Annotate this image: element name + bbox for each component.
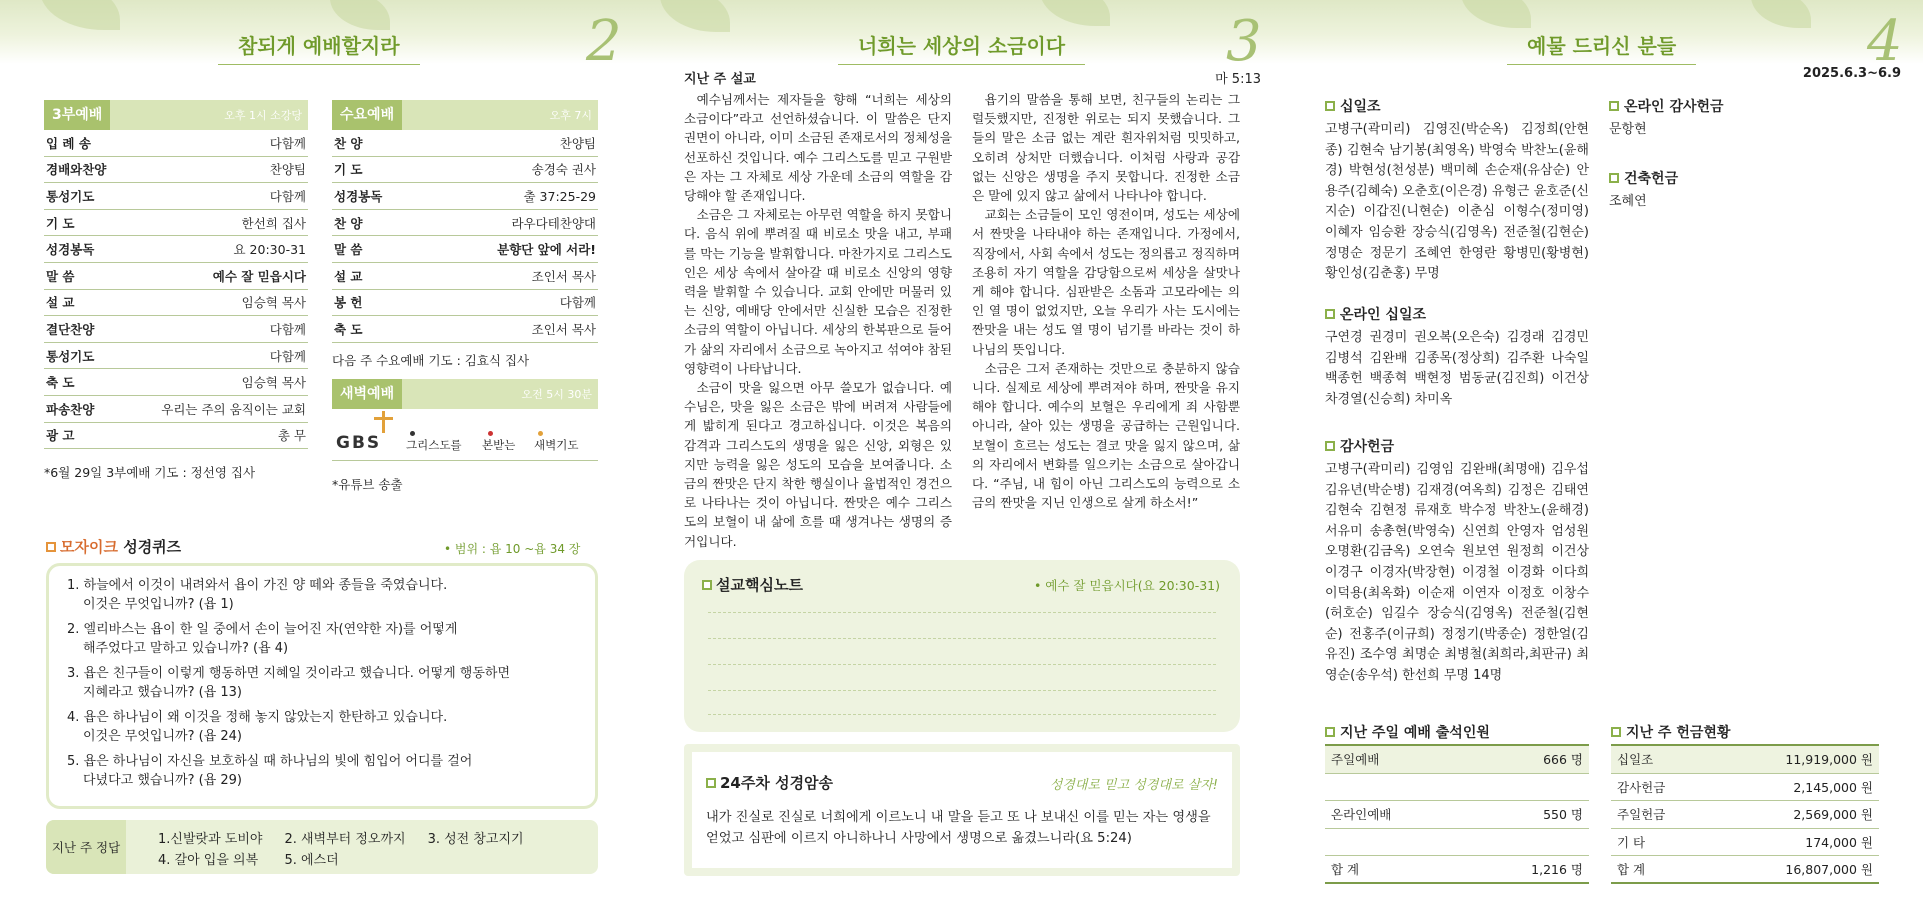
attendance-title-text: 지난 주일 예배 출석인원	[1340, 725, 1490, 741]
memory-slogan: 성경대로 믿고 성경대로 살자!	[1049, 778, 1218, 793]
leaf-decoration	[40, 0, 120, 30]
order-key: 광 고	[46, 428, 75, 444]
offering-title-text: 지난 주 헌금현황	[1626, 725, 1731, 741]
order-key: 성경봉독	[334, 188, 383, 204]
order-row	[44, 369, 308, 396]
order-key: 설 교	[334, 268, 363, 284]
donor-list: 문항현	[1609, 122, 1647, 137]
dawn-service-header	[332, 379, 598, 409]
service-time: 오후 1시 소강당	[224, 109, 302, 122]
section-heading-text: 십일조	[1340, 99, 1381, 115]
order-row	[332, 130, 598, 157]
order-value: 송경숙 권사	[531, 162, 596, 178]
leaf-decoration	[660, 0, 730, 32]
order-row	[44, 396, 308, 423]
quiz-line: 3. 욥은 친구들이 이렇게 행동하면 지혜일 것이라고 했습니다. 어떻게 행동하면	[67, 666, 511, 681]
service-name: 수요예배	[332, 100, 402, 130]
note-line	[708, 664, 1216, 665]
order-row	[332, 263, 598, 290]
answer-item: 3. 성전 창고지기	[427, 832, 524, 847]
order-value: 다함께	[269, 321, 306, 337]
memory-verse-box	[684, 744, 1240, 876]
service-time: 오전 5시 30분	[521, 387, 592, 401]
section-heading-text: 감사헌금	[1340, 439, 1395, 455]
leaf-decoration	[1040, 0, 1110, 26]
order-key: 파송찬양	[46, 401, 95, 417]
table-row	[1325, 746, 1589, 774]
service-note: *6월 29일 3부예배 기도 : 정선영 집사	[44, 465, 256, 481]
quiz-line: 지혜라고 했습니까? (욥 13)	[83, 685, 243, 700]
core-note-reference: • 예수 잘 믿읍시다(요 20:30-31)	[1033, 578, 1220, 593]
sermon-column-1	[684, 90, 952, 551]
sermon-paragraph: 예수님께서는 제자들을 향해 “너희는 세상의 소금이다”라고 선언하셨습니다. 이 말씀은 단지 권면이 아니라, 이미 소금된 존재로서의 정체성을 선포하신 것입니다. 예수 그리스도를 믿고 구원받은 자는 그 자체로 세상 가운데 소금의 역할을 감당해야 할 존재입니다.	[684, 92, 952, 204]
quiz-title	[46, 536, 181, 557]
quiz-line: 5. 욥은 하나님이 자신을 보호하실 때 하나님의 빛에 힘입어 어디를 걸어	[67, 754, 473, 769]
table-key: 십일조	[1617, 752, 1654, 768]
table-value: 550 명	[1543, 807, 1583, 823]
sermon-heading: 지난 주 설교	[684, 72, 756, 87]
order-value: 다함께	[559, 295, 596, 311]
tithe-section	[1325, 96, 1589, 285]
table-value: 1,216 명	[1531, 862, 1583, 878]
leaf-decoration	[330, 0, 390, 30]
order-row	[332, 316, 598, 343]
table-key: 합 계	[1617, 862, 1646, 878]
sermon-reference: 마 5:13	[1215, 72, 1261, 87]
answer-list	[158, 828, 524, 868]
dot-icon	[538, 431, 543, 436]
order-row	[332, 210, 598, 237]
table-value: 2,569,000 원	[1793, 807, 1873, 823]
section-heading-text: 온라인 감사헌금	[1624, 99, 1724, 115]
table-value: 174,000 원	[1805, 835, 1873, 851]
order-key: 경배와찬양	[46, 162, 107, 178]
table-key: 감사헌금	[1617, 779, 1666, 795]
order-key: 성경봉독	[46, 242, 95, 258]
order-value: 다함께	[269, 135, 306, 151]
third-service-box	[44, 100, 308, 481]
sermon-paragraph: 욥기의 말씀을 통해 보면, 친구들의 논리는 그럴듯했지만, 진정한 위로는 되지 못했습니다. 그들의 말은 소금 없는 계란 흰자위처럼 밋밋하고, 오히려 상처만 더했습니다. 이처럼 사랑과 공감 없는 신앙은 생명을 주지 못합니다. 진정한 소금은 말에 있지 않고 삶에서 나타나야 합니다.	[972, 92, 1240, 204]
page-number: 2	[586, 9, 622, 74]
attendance-title	[1325, 722, 1490, 742]
section-heading-text: 건축헌금	[1624, 171, 1679, 187]
table-row	[1325, 801, 1589, 829]
order-value: 분향단 앞에 서라!	[497, 242, 596, 258]
order-row	[332, 157, 598, 184]
table-row	[1325, 856, 1589, 884]
service-note: 다음 주 수요예배 기도 : 김효식 집사	[332, 352, 530, 368]
answer-item: 5. 에스더	[284, 853, 339, 868]
quiz-line: 2. 엘리바스는 욥이 한 일 중에서 손이 늘어진 자(연약한 자)를 어떻게	[67, 622, 458, 637]
service-name: 3부예배	[44, 100, 110, 130]
order-key: 찬 양	[334, 215, 363, 231]
order-row	[332, 183, 598, 210]
table-row	[1325, 829, 1589, 857]
online-tithe-section	[1325, 304, 1589, 410]
order-row	[44, 157, 308, 184]
table-key: 기 타	[1617, 835, 1646, 851]
order-key: 통성기도	[46, 188, 95, 204]
memory-verse-title-text: 24주차 성경암송	[720, 774, 834, 792]
quiz-mosaic-label: 모자이크	[60, 538, 118, 556]
quiz-item	[67, 664, 577, 702]
third-service-header	[44, 100, 308, 130]
order-row	[44, 210, 308, 237]
dot-icon	[488, 431, 493, 436]
section-heading-text: 온라인 십일조	[1340, 307, 1427, 323]
section-heading	[1609, 168, 1889, 188]
order-key: 축 도	[46, 375, 75, 391]
square-bullet-icon	[1325, 727, 1335, 737]
square-bullet-icon	[1325, 441, 1335, 451]
gbs-logo-part: 새벽기도	[534, 437, 579, 452]
sermon-paragraph: 소금은 그저 존재하는 것만으로 충분하지 않습니다. 실제로 세상에 뿌려져야 하며, 짠맛을 유지해야 합니다. 예수의 보혈은 우리에게 죄 사함뿐 아니라, 살아 있는 생명을 공급하는 근원입니다. 보혈이 흐르는 성도는 결코 맛을 잃지 않으며, 삶의 자리에서 변화를 일으키는 소금으로 살아갑니다. “주님, 내 힘이 아닌 그리스도의 능력으로 소금의 짠맛을 지닌 인생으로 살게 하소서!”	[972, 360, 1240, 511]
gbs-logo-part: 본받는	[482, 437, 516, 452]
gbs-logo-text: GBS	[336, 432, 382, 453]
cross-icon	[382, 411, 385, 433]
bulletin-page-4	[1281, 0, 1923, 909]
order-row	[44, 316, 308, 343]
leaf-decoration	[1461, 0, 1531, 28]
donor-list: 구연경 권경미 권오복(오은숙) 김경래 김경민 김병석 김완배 김종목(정상희) 김주환 나숙일 백종헌 백종혁 백현정 범동균(김진희) 이건상 차경열(신승희) 차미옥	[1325, 330, 1589, 407]
order-value: 출 37:25-29	[523, 188, 596, 204]
square-bullet-icon	[1609, 173, 1619, 183]
table-key: 주일헌금	[1617, 807, 1666, 823]
sermon-column-2	[972, 90, 1240, 512]
order-key: 설 교	[46, 295, 75, 311]
offering-title	[1611, 722, 1730, 742]
order-value: 조인서 목사	[531, 268, 596, 284]
quiz-item	[67, 708, 577, 746]
square-bullet-icon	[702, 580, 712, 590]
table-row	[1611, 801, 1879, 829]
quiz-line: 이것은 무엇입니까? (욥 24)	[83, 729, 243, 744]
order-value: 다함께	[269, 188, 306, 204]
offering-table	[1611, 744, 1879, 884]
donor-list: 고병구(곽미리) 김영진(박순옥) 김정희(안현종) 김현숙 남기봉(최영옥) 박영숙 박찬노(윤해경) 박현성(천성분) 백미혜 손순재(유삼순) 안용주(김혜숙) 오춘호(이은경) 유형근 윤호준(신지순) 이갑진(니현순) 이춘심 이형수(정미영) 이혜자 임승환 장승식(김영옥) 전준철(김현순) 정명순 정문기 조혜연 한영란 황병민(황병현) 황인성(김춘홍) 무명	[1325, 122, 1589, 282]
cross-icon	[374, 417, 393, 420]
note-line	[708, 612, 1216, 613]
page-title: 예물 드리신 분들	[1527, 30, 1676, 59]
core-note-title-text: 설교핵심노트	[716, 576, 803, 594]
page-number: 4	[1867, 9, 1903, 74]
bulletin-page-3	[640, 0, 1281, 909]
order-value: 찬양팀	[269, 162, 306, 178]
order-row	[44, 343, 308, 370]
quiz-item	[67, 620, 577, 658]
note-line	[708, 638, 1216, 639]
order-row	[332, 290, 598, 317]
order-value: 예수 잘 믿읍시다	[212, 268, 306, 284]
period-date: 2025.6.3~6.9	[1802, 66, 1901, 81]
square-bullet-icon	[46, 542, 56, 552]
answer-label: 지난 주 정답	[46, 820, 126, 874]
table-value: 11,919,000 원	[1785, 752, 1873, 768]
service-time: 오후 7시	[549, 109, 592, 122]
order-key: 입 례 송	[46, 135, 91, 151]
square-bullet-icon	[706, 778, 716, 788]
order-value: 찬양팀	[559, 135, 596, 151]
table-row	[1611, 746, 1879, 774]
table-key: 합 계	[1331, 862, 1360, 878]
table-row	[1611, 856, 1879, 884]
order-row	[44, 130, 308, 157]
order-value: 임승혁 목사	[241, 375, 306, 391]
note-line	[708, 690, 1216, 691]
sermon-paragraph: 소금은 그 자체로는 아무런 역할을 하지 못합니다. 음식 위에 뿌려질 때 비로소 맛을 내고, 부패를 막는 기능을 발휘합니다. 마찬가지로 그리스도인은 세상 속에서 살아갈 때 비로소 신앙의 영향력을 발휘할 수 있습니다. 교회 안에만 머물러 있는 신앙, 예배당 안에서만 신실한 모습은 진정한 소금의 역할이 아닙니다. 세상의 한복판으로 들어가 삶의 자리에서 소금으로 녹아지고 섞여야 참된 영향력이 나타납니다.	[684, 207, 952, 376]
quiz-line: 1. 하늘에서 이것이 내려와서 욥이 가진 양 떼와 종들을 죽였습니다.	[67, 578, 448, 593]
order-key: 봉 헌	[334, 295, 363, 311]
table-value: 666 명	[1543, 752, 1583, 768]
section-heading	[1609, 96, 1889, 116]
order-key: 말 씀	[46, 268, 75, 284]
order-key: 축 도	[334, 321, 363, 337]
table-row	[1325, 774, 1589, 802]
order-row	[44, 236, 308, 263]
quiz-line: 이것은 무엇입니까? (욥 1)	[83, 597, 234, 612]
service-note: *유튜브 송출	[332, 476, 403, 492]
quiz-box	[46, 563, 598, 809]
table-row	[1611, 774, 1879, 802]
last-week-answers	[46, 820, 598, 874]
quiz-line: 해주었다고 말하고 있습니까? (욥 4)	[83, 641, 289, 656]
memory-verse-text: 내가 진실로 진실로 너희에게 이르노니 내 말을 듣고 또 나 보내신 이를 믿는 자는 영생을 얻었고 심판에 이르지 아니하나니 사망에서 생명으로 옮겼느니라(요 5:24)	[706, 810, 1211, 846]
quiz-item	[67, 752, 577, 790]
wednesday-service-header	[332, 100, 598, 130]
table-value: 2,145,000 원	[1793, 779, 1873, 795]
sermon-core-note	[684, 560, 1240, 732]
sermon-paragraph: 교회는 소금들이 모인 영전이며, 성도는 세상에서 짠맛을 나타내야 하는 존재입니다. 가정에서, 직장에서, 사회 속에서 성도는 정의롭고 정직하며 조용히 자기 역할을 감당함으로써 세상을 살맛나게 해야 합니다. 심판받은 소돔과 고모라에는 의인 열 명이 없었지만, 오늘 우리가 사는 도시에는 짠맛을 내는 성도 열 명이 넘기를 바라는 것이 하나님의 뜻입니다.	[972, 207, 1240, 357]
donor-list: 조혜연	[1609, 194, 1647, 209]
quiz-line: 다녔다고 했습니까? (욥 29)	[83, 773, 243, 788]
order-key: 통성기도	[46, 348, 95, 364]
donor-list: 고병구(곽미리) 김영임 김완배(최명애) 김우섭 김유년(박순병) 김재경(여옥희) 김정은 김태연 김현숙 김현정 류재호 박수정 박찬노(윤해경) 서유미 송총현(박영숙) 신연희 안영자 엄성원 오명환(김금옥) 오연숙 원보연 원정희 이건상 이경구 이경자(박장현) 이경철 이경화 이다희 이덕용(최옥화) 이순재 이연자 이정호 이창수(허호순) 임길수 장승식(김영옥) 전준철(김현순) 전홍주(이규희) 정정기(박종순) 정한얼(김유진) 조수영 최명순 최병철(최희라,최판규) 최영순(송우석) 한선희 무명 14명	[1325, 462, 1589, 683]
gbs-logo-part: 그리스도를	[406, 437, 462, 452]
page-title: 너희는 세상의 소금이다	[858, 30, 1065, 59]
order-value: 한선희 집사	[241, 215, 306, 231]
table-key: 주일예배	[1331, 752, 1380, 768]
section-heading	[1325, 436, 1589, 456]
page-title: 참되게 예배할지라	[238, 30, 400, 59]
quiz-line: 4. 욥은 하나님이 왜 이것을 정해 놓지 않았는지 한탄하고 있습니다.	[67, 710, 448, 725]
quiz-title-text: 성경퀴즈	[123, 538, 182, 556]
service-name: 새벽예배	[332, 379, 402, 409]
section-heading	[1325, 304, 1589, 324]
building-fund-section	[1609, 168, 1889, 213]
wednesday-service-box	[332, 100, 598, 493]
bulletin-page-2	[0, 0, 640, 909]
attendance-table	[1325, 744, 1589, 884]
section-heading	[1325, 96, 1589, 116]
page-number: 3	[1226, 9, 1262, 74]
order-value: 조인서 목사	[531, 321, 596, 337]
sermon-paragraph: 소금이 맛을 잃으면 아무 쓸모가 없습니다. 예수님은, 맛을 잃은 소금은 밖에 버려져 사람들에게 밟히게 된다고 경고하십니다. 이것은 복음의 감격과 그리스도의 생명을 잃은 신앙, 외형은 있지만 능력을 잃은 성도의 모습을 보여줍니다. 소금의 짠맛은 단지 착한 행실이나 율법적인 경건으로 나타나는 것이 아닙니다. 짠맛은 예수 그리스도의 보혈이 내 삶에 흐를 때 생겨나는 생명의 증거입니다.	[684, 380, 952, 549]
square-bullet-icon	[1611, 727, 1621, 737]
table-row	[1611, 829, 1879, 857]
gbs-logo	[332, 409, 598, 461]
order-row	[44, 263, 308, 290]
order-value: 총 무	[277, 428, 306, 444]
order-value: 라우다테찬양대	[511, 215, 596, 231]
square-bullet-icon	[1609, 101, 1619, 111]
order-value: 요 20:30-31	[233, 242, 306, 258]
answer-item: 1.신발랏과 도비야	[158, 832, 263, 847]
order-row	[44, 290, 308, 317]
order-value: 우리는 주의 움직이는 교회	[161, 401, 306, 417]
square-bullet-icon	[1325, 101, 1335, 111]
thanks-offering-section	[1325, 436, 1589, 687]
table-key: 온라인예배	[1331, 807, 1392, 823]
table-value: 16,807,000 원	[1785, 862, 1873, 878]
order-value: 다함께	[269, 348, 306, 364]
answer-item: 4. 갈아 입을 의복	[158, 853, 259, 868]
square-bullet-icon	[1325, 309, 1335, 319]
quiz-item	[67, 576, 577, 614]
online-thanks-section	[1609, 96, 1889, 141]
order-value: 임승혁 목사	[241, 295, 306, 311]
order-key: 기 도	[46, 215, 75, 231]
answer-item: 2. 새벽부터 정오까지	[284, 832, 406, 847]
dot-icon	[410, 431, 415, 436]
memory-verse-inner	[692, 752, 1232, 868]
order-key: 찬 양	[334, 135, 363, 151]
order-row	[332, 236, 598, 263]
order-key: 말 씀	[334, 242, 363, 258]
note-line	[708, 714, 1216, 715]
quiz-range: • 범위 : 욥 10 ~욥 34 장	[444, 542, 581, 556]
leaf-decoration	[1751, 0, 1811, 28]
order-key: 결단찬양	[46, 321, 95, 337]
order-key: 기 도	[334, 162, 363, 178]
order-row	[44, 183, 308, 210]
order-row	[44, 423, 308, 450]
